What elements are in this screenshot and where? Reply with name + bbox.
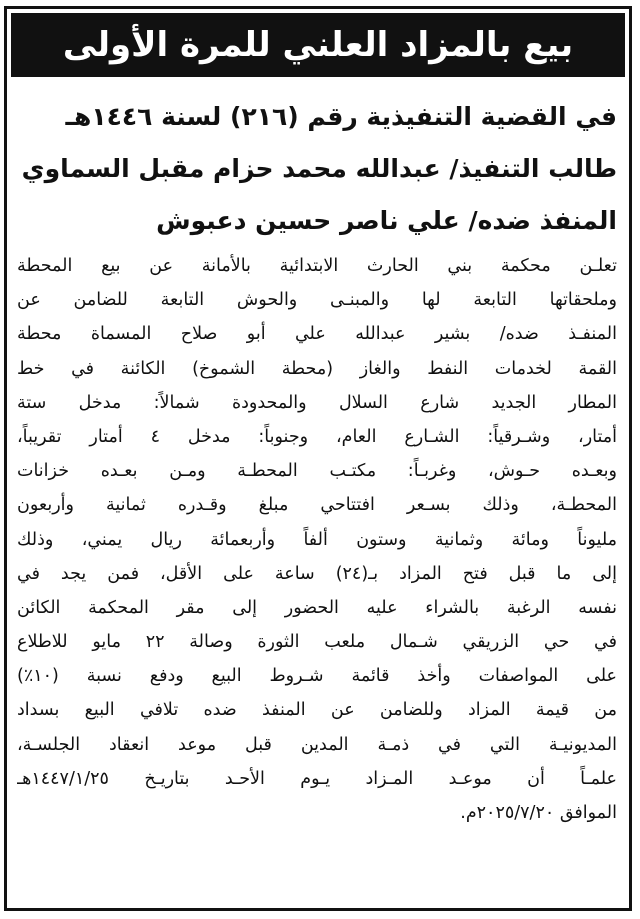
body-line: أمتار، وشـرقياً: الشـارع العام، وجنوباً: مدخل ٤ أمتار تقريباً، [17, 426, 617, 447]
notice-body [7, 247, 629, 830]
body-line: على المواصفات وأخذ قائمة شـروط البيع ودفع نسبة (١٠٪) [17, 666, 617, 687]
notice-title: بيع بالمزاد العلني للمرة الأولى [62, 25, 574, 65]
body-line: الموافق ٢٠٢٥/٧/٢٠م. [460, 803, 617, 823]
body-line: علمـاً أن موعـد المـزاد يـوم الأحـد بتاريـخ ١٤٤٧/١/٢٥هـ [17, 768, 617, 789]
body-line: إلى ما قبل فتح المزاد بـ(٢٤) ساعة على الأقل، فمن يجد في [17, 563, 617, 584]
body-line: في حي الزريقي شـمال ملعب الثورة وصالة ٢٢ مايو للاطلاع [17, 632, 617, 653]
execution-requester-line: طالب التنفيذ/ عبدالله محمد حزام مقبل السماوي [21, 154, 617, 183]
body-line: المنفـذ ضده/ بشير عبدالله علي أبو صلاح المسماة محطة [17, 324, 617, 345]
body-line: وملحقاتها التابعة لها والمبنـى والحوش التابعة للضامن عن [17, 290, 617, 311]
body-line: مليوناً ومائة وثمانية وستون ألفاً وأربعمائة ريال يمني، وذلك [17, 529, 617, 550]
executed-against-line: المنفذ ضده/ علي ناصر حسين دعبوش [156, 206, 617, 235]
body-line: المديونيـة التي في ذمـة المدين قبل موعد انعقاد الجلسـة، [17, 734, 617, 755]
body-line: المحطـة، وذلك بسـعر افتتاحي مبلغ وقـدره ثمانية وأربعون [17, 495, 617, 516]
body-line: القمة لخدمات النفط والغاز (محطة الشموخ) الكائنة في خط [17, 358, 617, 379]
body-line: وبعـده حـوش، وغربـاً: مكتـب المحطـة ومـن بعـده خزانات [17, 461, 617, 482]
notice-title-bar [11, 13, 625, 77]
body-line: تعلـن محكمة بني الحارث الابتدائية بالأمانة عن بيع المحطة [17, 256, 617, 276]
body-line: من قيمة المزاد وللضامن عن المنفذ ضده تلافي البيع بسداد [17, 700, 617, 721]
body-line: المطار الجديد شارع السلال والمحدودة شمالاً: مدخل ستة [17, 392, 617, 413]
case-info [7, 81, 629, 247]
body-line: نفسه الرغبة بالشراء عليه الحضور إلى مقر المحكمة الكائن [17, 597, 617, 618]
auction-notice [4, 6, 632, 911]
case-number-line: في القضية التنفيذية رقم (٢١٦) لسنة ١٤٤٦هـ [65, 102, 617, 131]
